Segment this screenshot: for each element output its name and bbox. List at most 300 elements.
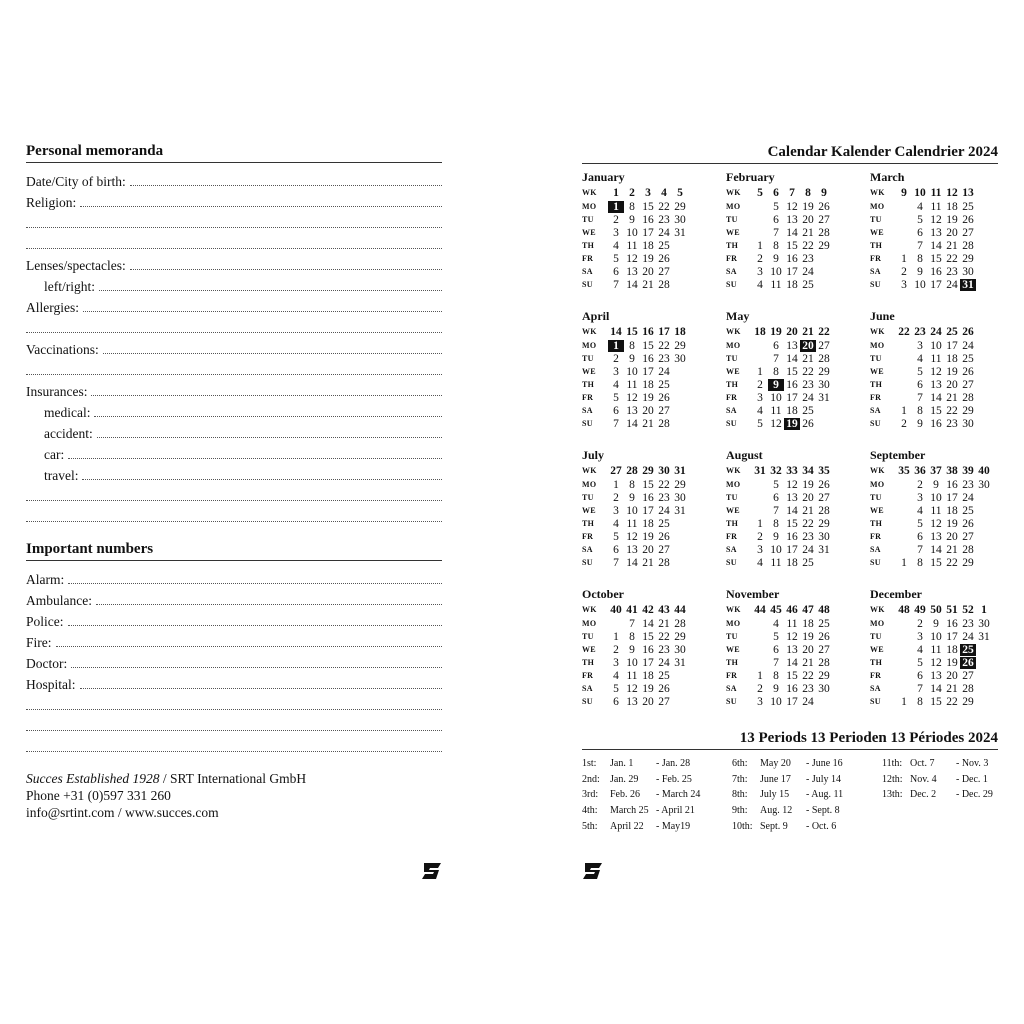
day-cell: 28 — [658, 556, 670, 569]
day-cell: 18 — [786, 278, 798, 291]
day-cell: 25 — [818, 617, 830, 630]
day-cell: 16 — [786, 378, 798, 391]
wk-label: WK — [726, 188, 741, 197]
day-cell: 11 — [930, 352, 942, 365]
month-block — [726, 170, 870, 305]
week-number: 38 — [946, 464, 958, 477]
day-cell: 12 — [930, 213, 942, 226]
period-number: 10th: — [732, 820, 753, 832]
period-start: Feb. 26 — [610, 789, 640, 801]
day-label: TH — [726, 241, 739, 250]
day-cell: 23 — [802, 682, 814, 695]
day-cell: 2 — [613, 352, 619, 365]
day-cell: 16 — [946, 617, 958, 630]
day-label: MO — [870, 619, 885, 628]
week-number: 42 — [642, 603, 654, 616]
day-cell: 24 — [962, 491, 974, 504]
week-number: 52 — [962, 603, 974, 616]
day-label: FR — [870, 254, 882, 263]
day-label: TH — [870, 241, 883, 250]
day-cell: 9 — [773, 530, 779, 543]
day-cell: 27 — [658, 404, 670, 417]
periods-column — [732, 756, 882, 834]
day-cell: 2 — [613, 491, 619, 504]
day-cell: 20 — [802, 643, 814, 656]
wk-label: WK — [870, 466, 885, 475]
day-cell: 14 — [626, 278, 638, 291]
day-cell: 7 — [613, 556, 619, 569]
field-label: Doctor: — [26, 656, 68, 671]
day-cell: 25 — [962, 504, 974, 517]
day-label: SA — [870, 684, 881, 693]
company-established: Succes Established 1928 — [26, 771, 160, 786]
day-row — [582, 695, 726, 708]
week-numbers-row — [726, 602, 870, 617]
day-cell: 9 — [629, 352, 635, 365]
blank-line — [26, 714, 442, 735]
day-cell: 30 — [674, 352, 686, 365]
week-number: 18 — [674, 325, 686, 338]
day-cell: 5 — [917, 517, 923, 530]
day-cell: 18 — [642, 239, 654, 252]
period-number: 7th: — [732, 773, 748, 785]
week-number: 16 — [642, 325, 654, 338]
day-cell: 19 — [642, 682, 654, 695]
day-cell: 20 — [802, 491, 814, 504]
day-label: MO — [582, 619, 597, 628]
day-row — [870, 543, 998, 556]
day-row — [726, 630, 870, 643]
period-number: 5th: — [582, 820, 598, 832]
day-cell: 8 — [773, 669, 779, 682]
day-cell: 20 — [642, 543, 654, 556]
day-cell: 12 — [786, 478, 798, 491]
period-number: 2nd: — [582, 773, 600, 785]
day-label: SA — [726, 684, 737, 693]
day-label: TU — [582, 354, 594, 363]
day-row — [582, 252, 726, 265]
day-label: WE — [726, 228, 740, 237]
day-cell: 30 — [818, 530, 830, 543]
day-cell: 22 — [802, 239, 814, 252]
day-cell: 30 — [674, 213, 686, 226]
day-cell: 30 — [818, 682, 830, 695]
day-label: SA — [726, 406, 737, 415]
day-row — [870, 278, 998, 291]
day-label: SA — [870, 545, 881, 554]
week-number: 36 — [914, 464, 926, 477]
day-cell: 6 — [613, 404, 619, 417]
week-number: 43 — [658, 603, 670, 616]
periods-column — [582, 756, 732, 834]
day-cell: 7 — [629, 617, 635, 630]
week-number: 29 — [642, 464, 654, 477]
day-row — [870, 617, 998, 630]
day-cell: 22 — [658, 339, 670, 352]
blank-line — [26, 358, 442, 379]
period-end: - April 21 — [656, 805, 695, 817]
month-name: June — [870, 309, 895, 323]
day-cell: 1 — [613, 478, 619, 491]
day-cell: 16 — [786, 682, 798, 695]
day-label: WE — [582, 506, 596, 515]
day-cell: 26 — [962, 365, 974, 378]
day-row — [870, 656, 998, 669]
day-cell: 9 — [773, 682, 779, 695]
day-cell: 23 — [658, 213, 670, 226]
day-row — [870, 391, 998, 404]
day-row — [582, 365, 726, 378]
day-row — [582, 543, 726, 556]
wk-label: WK — [582, 188, 597, 197]
day-label: SU — [870, 280, 881, 289]
company-name: / SRT International GmbH — [159, 771, 307, 786]
day-label: FR — [582, 532, 594, 541]
blank-line — [26, 484, 442, 505]
period-row — [882, 772, 998, 788]
day-cell: 5 — [773, 478, 779, 491]
day-row — [870, 491, 998, 504]
day-cell: 30 — [818, 378, 830, 391]
week-number: 25 — [946, 325, 958, 338]
day-cell: 5 — [757, 417, 763, 430]
day-cell: 19 — [802, 200, 814, 213]
day-cell: 16 — [930, 417, 942, 430]
day-cell: 4 — [613, 239, 619, 252]
day-label: TH — [582, 241, 595, 250]
day-cell: 19 — [802, 630, 814, 643]
week-number: 35 — [898, 464, 910, 477]
day-row — [726, 504, 870, 517]
day-label: TU — [726, 354, 738, 363]
day-cell: 1 — [613, 630, 619, 643]
field-label: Alarm: — [26, 572, 65, 587]
day-cell: 6 — [773, 213, 779, 226]
day-cell: 22 — [946, 556, 958, 569]
memo-field — [26, 190, 442, 211]
day-cell: 29 — [818, 669, 830, 682]
day-cell: 26 — [658, 391, 670, 404]
phone-line: Phone +31 (0)597 331 260 — [26, 788, 171, 803]
day-cell: 25 — [658, 669, 670, 682]
week-number: 47 — [802, 603, 814, 616]
day-label: WE — [582, 367, 596, 376]
month-block — [582, 448, 726, 583]
day-cell: 15 — [786, 517, 798, 530]
month-block — [726, 448, 870, 583]
day-cell: 15 — [786, 239, 798, 252]
period-end: - Dec. 29 — [956, 789, 993, 801]
day-row — [726, 530, 870, 543]
day-cell: 27 — [818, 339, 830, 352]
week-number: 8 — [805, 186, 811, 199]
day-cell: 22 — [658, 478, 670, 491]
day-cell: 2 — [613, 213, 619, 226]
week-number: 9 — [821, 186, 827, 199]
day-cell: 21 — [642, 417, 654, 430]
day-label: WE — [870, 367, 884, 376]
memo-field — [26, 463, 442, 484]
day-row — [582, 417, 726, 430]
day-cell: 24 — [962, 630, 974, 643]
day-cell: 18 — [946, 352, 958, 365]
dotted-line — [68, 583, 442, 584]
field-label: Police: — [26, 614, 64, 629]
day-cell: 20 — [642, 695, 654, 708]
day-label: SA — [582, 406, 593, 415]
day-cell: 9 — [629, 213, 635, 226]
day-cell: 24 — [658, 226, 670, 239]
day-cell: 3 — [613, 365, 619, 378]
day-cell: 15 — [930, 556, 942, 569]
day-cell: 27 — [962, 669, 974, 682]
day-cell: 12 — [626, 391, 638, 404]
field-label: Fire: — [26, 635, 52, 650]
day-cell: 4 — [757, 404, 763, 417]
period-start: July 15 — [760, 789, 790, 801]
day-cell: 10 — [626, 226, 638, 239]
day-cell: 31 — [960, 279, 976, 291]
day-cell: 3 — [757, 543, 763, 556]
period-end: - Dec. 1 — [956, 773, 988, 785]
day-cell: 1 — [757, 517, 763, 530]
day-cell: 19 — [946, 365, 958, 378]
day-cell: 4 — [917, 504, 923, 517]
day-cell: 27 — [962, 226, 974, 239]
day-cell: 23 — [962, 478, 974, 491]
day-row — [870, 339, 998, 352]
day-cell: 9 — [933, 617, 939, 630]
succes-logo-icon — [421, 861, 443, 881]
period-number: 1st: — [582, 758, 597, 770]
day-cell: 12 — [786, 200, 798, 213]
day-cell: 29 — [674, 478, 686, 491]
day-label: MO — [726, 480, 741, 489]
day-cell: 24 — [658, 365, 670, 378]
day-cell: 21 — [802, 226, 814, 239]
day-row — [726, 643, 870, 656]
day-label: FR — [726, 671, 738, 680]
day-label: FR — [582, 254, 594, 263]
day-label: SU — [726, 558, 737, 567]
memo-field — [26, 400, 442, 421]
week-number: 49 — [914, 603, 926, 616]
day-cell: 26 — [962, 517, 974, 530]
day-cell: 14 — [786, 352, 798, 365]
day-cell: 1 — [901, 404, 907, 417]
day-cell: 24 — [658, 504, 670, 517]
number-field — [26, 567, 442, 588]
month-name: November — [726, 587, 780, 601]
day-label: SU — [582, 419, 593, 428]
day-cell: 8 — [917, 695, 923, 708]
field-label: Hospital: — [26, 677, 76, 692]
memo-field — [26, 337, 442, 358]
period-start: April 22 — [610, 820, 644, 832]
day-label: TU — [582, 215, 594, 224]
period-end: - Nov. 3 — [956, 758, 989, 770]
wk-label: WK — [870, 327, 885, 336]
day-cell: 10 — [770, 265, 782, 278]
week-number: 34 — [802, 464, 814, 477]
day-cell: 13 — [626, 404, 638, 417]
day-cell: 7 — [773, 226, 779, 239]
day-cell: 17 — [946, 339, 958, 352]
day-row — [870, 226, 998, 239]
week-number: 2 — [629, 186, 635, 199]
week-number: 48 — [818, 603, 830, 616]
week-number: 41 — [626, 603, 638, 616]
day-cell: 14 — [786, 226, 798, 239]
day-label: SU — [726, 697, 737, 706]
day-row — [582, 226, 726, 239]
day-cell: 22 — [946, 695, 958, 708]
week-number: 23 — [914, 325, 926, 338]
period-end: - March 24 — [656, 789, 701, 801]
day-cell: 1 — [608, 340, 624, 352]
day-cell: 20 — [946, 669, 958, 682]
day-cell: 11 — [930, 504, 942, 517]
day-cell: 28 — [818, 656, 830, 669]
day-row — [726, 391, 870, 404]
number-field — [26, 609, 442, 630]
day-cell: 26 — [802, 417, 814, 430]
day-cell: 2 — [613, 643, 619, 656]
dotted-line — [99, 290, 442, 291]
day-row — [726, 517, 870, 530]
day-cell: 5 — [613, 391, 619, 404]
week-number: 1 — [981, 603, 987, 616]
day-cell: 24 — [802, 543, 814, 556]
day-cell: 2 — [901, 417, 907, 430]
day-cell: 16 — [642, 213, 654, 226]
day-label: FR — [582, 671, 594, 680]
day-cell: 3 — [613, 226, 619, 239]
dotted-line — [26, 332, 442, 333]
day-cell: 20 — [946, 530, 958, 543]
day-cell: 22 — [658, 630, 670, 643]
day-row — [726, 278, 870, 291]
periods-column — [882, 756, 998, 834]
dotted-line — [56, 646, 443, 647]
day-row — [870, 200, 998, 213]
day-cell: 12 — [786, 630, 798, 643]
day-cell: 7 — [773, 656, 779, 669]
day-cell: 14 — [642, 617, 654, 630]
day-row — [726, 252, 870, 265]
field-label: Religion: — [26, 195, 77, 210]
day-cell: 30 — [674, 491, 686, 504]
day-cell: 31 — [674, 504, 686, 517]
day-label: TH — [582, 380, 595, 389]
day-label: FR — [726, 532, 738, 541]
day-cell: 14 — [786, 504, 798, 517]
day-row — [726, 417, 870, 430]
day-cell: 13 — [786, 213, 798, 226]
day-cell: 6 — [773, 643, 779, 656]
day-cell: 28 — [962, 543, 974, 556]
period-number: 4th: — [582, 805, 598, 817]
day-row — [726, 226, 870, 239]
month-name: August — [726, 448, 763, 462]
day-cell: 30 — [962, 265, 974, 278]
day-cell: 13 — [786, 339, 798, 352]
day-label: WE — [726, 367, 740, 376]
day-cell: 24 — [658, 656, 670, 669]
day-cell: 28 — [962, 391, 974, 404]
day-cell: 7 — [917, 543, 923, 556]
day-cell: 17 — [642, 365, 654, 378]
memo-field — [26, 169, 442, 190]
day-cell: 5 — [917, 365, 923, 378]
day-label: MO — [870, 480, 885, 489]
day-row — [870, 365, 998, 378]
day-cell: 14 — [626, 556, 638, 569]
day-cell: 21 — [946, 682, 958, 695]
wk-label: WK — [726, 605, 741, 614]
day-cell: 20 — [642, 404, 654, 417]
month-block — [870, 170, 998, 305]
day-cell: 28 — [818, 504, 830, 517]
day-cell: 3 — [901, 278, 907, 291]
period-number: 11th: — [882, 758, 903, 770]
day-cell: 26 — [658, 682, 670, 695]
week-number: 40 — [610, 603, 622, 616]
day-label: WE — [726, 645, 740, 654]
period-start: Sept. 9 — [760, 820, 788, 832]
day-cell: 4 — [613, 517, 619, 530]
day-cell: 22 — [946, 252, 958, 265]
day-row — [582, 504, 726, 517]
day-label: SA — [726, 267, 737, 276]
day-cell: 18 — [642, 669, 654, 682]
day-cell: 10 — [930, 339, 942, 352]
field-label: Vaccinations: — [26, 342, 99, 357]
day-cell: 17 — [786, 543, 798, 556]
day-row — [726, 682, 870, 695]
day-cell: 10 — [626, 504, 638, 517]
field-label: Allergies: — [26, 300, 79, 315]
period-start: March 25 — [610, 805, 649, 817]
day-cell: 17 — [786, 695, 798, 708]
calendar-grid — [582, 170, 998, 722]
day-cell: 10 — [930, 630, 942, 643]
dotted-line — [26, 709, 442, 710]
dotted-line — [97, 437, 442, 438]
period-end: - Feb. 25 — [656, 773, 692, 785]
dotted-line — [26, 374, 442, 375]
day-cell: 27 — [818, 213, 830, 226]
day-cell: 17 — [946, 630, 958, 643]
day-label: TH — [582, 519, 595, 528]
week-numbers-row — [726, 324, 870, 339]
day-cell: 20 — [946, 226, 958, 239]
day-row — [582, 265, 726, 278]
day-cell: 22 — [802, 365, 814, 378]
day-cell: 4 — [613, 669, 619, 682]
week-number: 51 — [946, 603, 958, 616]
day-cell: 3 — [917, 339, 923, 352]
week-number: 17 — [658, 325, 670, 338]
day-cell: 6 — [613, 695, 619, 708]
day-cell: 1 — [757, 669, 763, 682]
week-number: 44 — [674, 603, 686, 616]
week-numbers-row — [870, 185, 998, 200]
day-cell: 7 — [917, 239, 923, 252]
day-label: MO — [582, 480, 597, 489]
week-number: 5 — [757, 186, 763, 199]
number-field — [26, 630, 442, 651]
